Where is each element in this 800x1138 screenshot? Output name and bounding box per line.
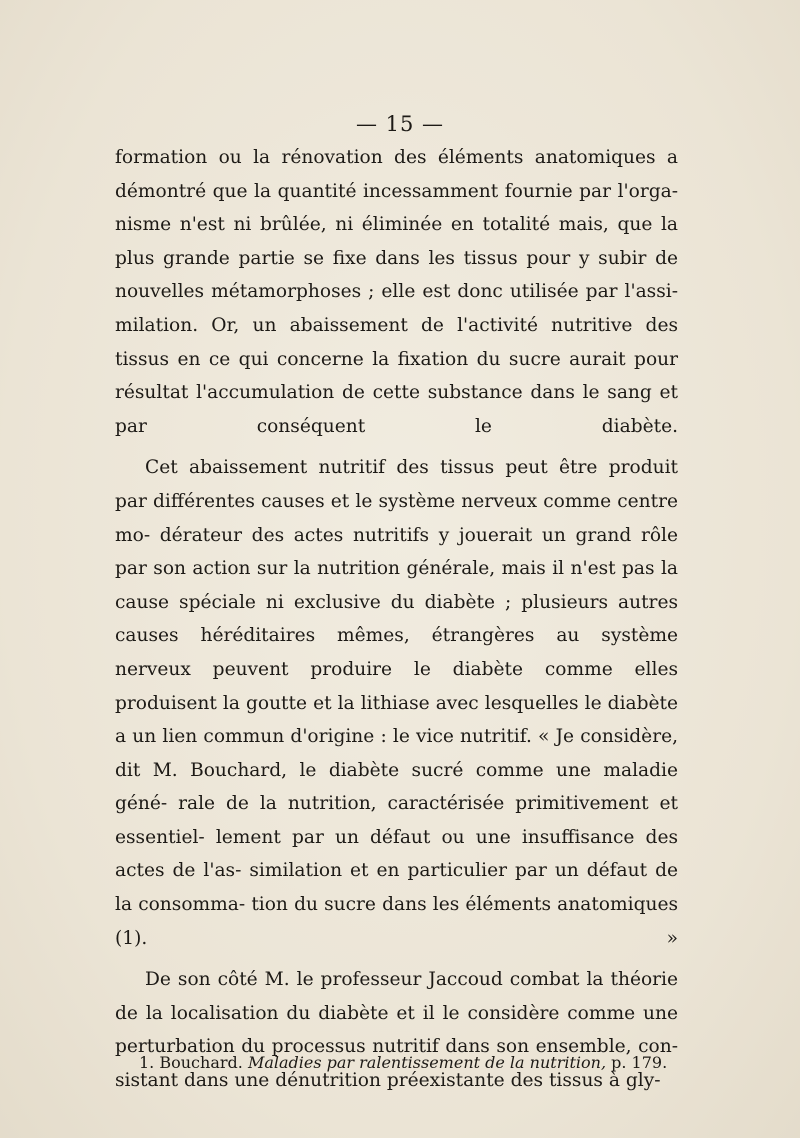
page-number: — 15 — [355, 112, 445, 136]
footnote-title: Maladies par ralentissement de la nutrition, [247, 1053, 607, 1072]
paragraph-nutritive-causes: Cet abaissement nutritif des tissus peut être produit par différentes causes et le système nerveux comme centre mo- dérateur des actes nutritifs y jouerait un grand rôle par son action sur la nutrition générale, mais il n'est pas la cause spéciale ni exclusive du diabète ; plusieurs autres causes héréditaires mêmes, étrangères au système nerveux peuvent produire le diabète comme elles produisent la goutte et la lithiase avec lesquelles le diabète a un lien commun d'origine : le vice nutritif. « Je considère, dit M. Bouchard, le diabète sucré comme une maladie géné- rale de la nutrition, caractérisée primitivement et essentiel- lement par un défaut ou une insuffisance des actes de l'as- similation et en particulier par un défaut de la consomma- tion du sucre dans les éléments anatomiques (1). » [115, 457, 678, 949]
body-text [115, 141, 678, 1098]
footnote-marker: 1. [139, 1053, 155, 1072]
footnote [139, 1052, 679, 1074]
footnote-author: Bouchard. [159, 1053, 243, 1072]
paragraph-continuation: formation ou la rénovation des éléments anatomiques a démontré que la quantité incessamment fournie par l'orga- nisme n'est ni brûlée, ni éliminée en totalité mais, que la plus grande partie se fixe dans les tissus pour y subir de nouvelles métamorphoses ; elle est donc utilisée par l'assi- milation. Or, un abaissement de l'activité nutritive des tissus en ce qui concerne la fixation du sucre aurait pour résultat l'accumulation de cette substance dans le sang et par conséquent le diabète. [115, 147, 678, 437]
paragraph-jaccoud-theory: De son côté M. le professeur Jaccoud combat la théorie de la localisation du diabète et il le considère comme une perturbation du processus nutritif dans son ensemble, con- sistant dans une dénutrition préexistante des tissus à gly- [115, 969, 678, 1092]
footnote-page: p. 179. [611, 1053, 668, 1072]
